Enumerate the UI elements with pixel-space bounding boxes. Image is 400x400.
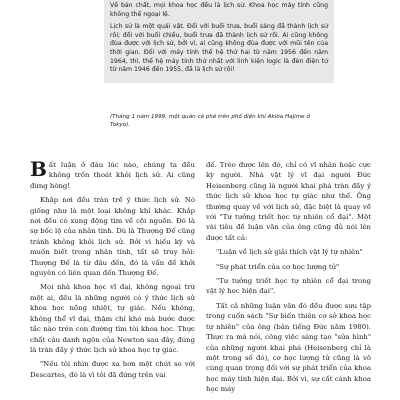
left-column bbox=[30, 157, 195, 380]
drop-cap: B bbox=[30, 157, 47, 181]
paragraph-4: "Nếu tôi nhìn được xa hơn một chút so với Descartes, đó là vì tôi đã đứng trên vai bbox=[30, 360, 195, 379]
paragraph-6: Tất cả những luận văn đó đều được sưu tập trong cuốn sách "Sự biến thiên cơ sở khoa học tự nhiên" của ông (bản tiếng Đức năm 1980). Thực ra mà nói, công việc sáng tạo "sửa hình" của những người khai phá (Heisenberg chỉ là một trong số đó), cơ học lượng tử cũng là vô cùng quan trọng đối với sự phát triển của khoa học máy tính hiện đại. Bởi vì, sự cất cánh khoa học máy bbox=[206, 301, 371, 394]
intro-paragraph-1: Về bản chất, mọi khoa học đều là lịch sử. Khoa học máy tính cũng không thể ngoại lệ. bbox=[110, 2, 328, 18]
paragraph-1 bbox=[30, 157, 195, 191]
paper-title-1: "Luận về lịch sử giải thích vật lý tự nhiên" bbox=[216, 248, 363, 257]
paragraph-1-text: ất luận ở đâu lúc nào, chúng ta đều không trốn thoát khỏi lịch sử. Ai cũng đừng hòng! bbox=[30, 161, 195, 190]
intro-quote-box bbox=[104, 0, 334, 83]
right-column bbox=[206, 160, 371, 395]
paragraph-5: đế. Trèo được lên đó, chỉ có vĩ nhân hoặc cực kỳ người. Nhà vật lý vĩ đại người Đức Heisenberg cũng là người khai phá tràn đầy ý thức lịch sử khoa học tự giác như thế. Ông thường quay về với lịch sử, đặc biệt là quay về với "Tư tưởng triết học tự nhiên cổ đại". Một vài tiêu đề luận văn của ông cũng đủ nói lên được tất cả: bbox=[206, 161, 371, 242]
paragraph-3: Mọi nhà khoa học vĩ đại, không ngoại trừ một ai, đều là những người có ý thức lịch sử khoa học nồng nhiệt, tự giác. Nếu không, không thể vĩ đại, thậm chí khó mà bước được tắc nào trên con đường tìm tòi khoa học. Thực chất câu danh ngôn của Newton sau đây, đúng là tràn đầy ý thức lịch sử khoa học tự giác. bbox=[30, 283, 195, 354]
quote-caption: (Tháng 1 năm 1999, một quán cà phê trên phố điện khí Akiba Hajime ở Tokyo). bbox=[110, 114, 310, 128]
paper-title-2: "Sự phát triển của cơ học lượng tử" bbox=[216, 262, 340, 271]
intro-paragraph-2: Lịch sử là một quái vật. Đối với buổi trưa, buổi sáng đã thành lịch sử rồi; đối với buổi chiều, buổi trưa đã thành lịch sử rồi. Ai cũng không đùa được với lịch sử, bởi vì, ai cũng không đùa được với mũi tên của thời gian. Đối với máy tính thế hệ thứ hai từ năm 1956 đến năm 1964, thì, thế hệ máy tính thứ nhất với linh kiện logic là đèn điện tử từ năm 1946 đến 1955, đã là lịch sử rồi! bbox=[110, 23, 328, 74]
paper-title-3: "Tư tưởng triết học tự nhiên cổ đại trong vật lý học hiện đại". bbox=[206, 277, 371, 296]
paragraph-2: Khắp nơi đều tràn trề ý thức lịch sử. Nó giống như là một loại không khí khác. Khắp nơi đều có xung động tìm về cội nguồn. Đó là sự bốc lộ của nhân tính. Dù là Thượng Đế cũng tránh không khỏi lịch sử. Bởi vì hiếu kỳ và muốn biết trong nhân tính, tất sẽ truy hỏi: Thượng Đế là từ đâu đến, đó là vấn đề khởi nguyên có liên quan đến Thượng Đế. bbox=[30, 196, 195, 278]
